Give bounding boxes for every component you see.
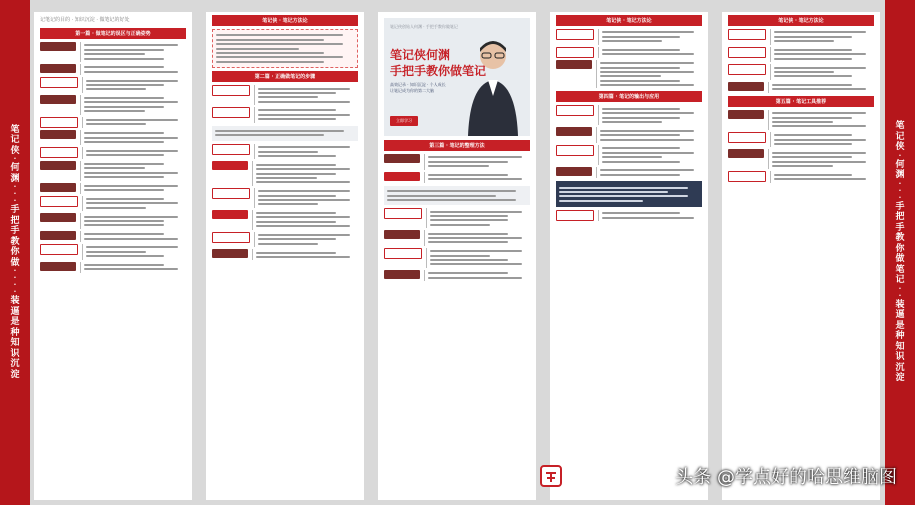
panel-5 bbox=[722, 12, 880, 500]
band-char: 渊 bbox=[10, 173, 20, 184]
band-char: 笔 bbox=[10, 124, 20, 135]
band-char: 何 bbox=[10, 163, 20, 174]
panel-header: 笔记侠 · 笔记方法论 bbox=[728, 15, 874, 26]
section-title: 第一篇 · 做笔记的误区与正确姿势 bbox=[40, 28, 186, 39]
node-label bbox=[40, 183, 76, 192]
band-char: 渊 bbox=[895, 170, 905, 181]
panel-header: 记笔记的目的 · 知识沉淀 · 做笔记的好处 bbox=[40, 17, 130, 23]
node-label bbox=[384, 230, 420, 239]
watermark-text: 头条 @学点好的哈思维脑图 bbox=[675, 467, 897, 488]
node-label bbox=[40, 262, 76, 271]
note-box bbox=[384, 186, 530, 206]
node-label bbox=[728, 82, 764, 91]
node-label bbox=[556, 47, 594, 58]
mind-node bbox=[728, 64, 874, 80]
band-char: 是 bbox=[895, 320, 905, 331]
mind-node bbox=[40, 231, 186, 242]
node-label bbox=[728, 64, 766, 75]
band-char: 把 bbox=[10, 215, 20, 226]
band-char: · bbox=[898, 193, 902, 202]
band-char: 手 bbox=[10, 226, 20, 237]
node-label bbox=[556, 60, 592, 69]
band-char: · bbox=[13, 183, 17, 192]
mind-node bbox=[40, 64, 186, 75]
mind-node bbox=[212, 232, 358, 248]
mind-node bbox=[212, 161, 358, 185]
band-char: · bbox=[898, 179, 902, 188]
band-char: 手 bbox=[895, 222, 905, 233]
cover-caption: 高效记录 · 知识沉淀 · 个人成长 bbox=[390, 82, 446, 87]
mind-node bbox=[384, 154, 530, 170]
band-char: 逼 bbox=[10, 306, 20, 317]
node-label bbox=[40, 130, 76, 139]
mind-node bbox=[384, 172, 530, 183]
band-char: 识 bbox=[10, 348, 20, 359]
mind-node bbox=[728, 29, 874, 45]
node-label bbox=[384, 248, 422, 259]
mind-node bbox=[212, 210, 358, 230]
band-char: 装 bbox=[895, 299, 905, 310]
band-char: 知 bbox=[895, 341, 905, 352]
node-label bbox=[212, 249, 248, 258]
band-char: 识 bbox=[895, 352, 905, 363]
band-char: 装 bbox=[10, 296, 20, 307]
watermark-logo-icon bbox=[540, 465, 562, 487]
band-char: · bbox=[898, 186, 902, 195]
node-label bbox=[556, 105, 594, 116]
node-label bbox=[384, 208, 422, 219]
node-label bbox=[40, 147, 78, 158]
band-char: · bbox=[13, 288, 17, 297]
mind-node bbox=[728, 149, 874, 169]
band-char: · bbox=[13, 155, 17, 164]
band-char: 把 bbox=[895, 212, 905, 223]
band-char: 种 bbox=[10, 327, 20, 338]
panel-header: 笔记侠 · 笔记方法论 bbox=[212, 15, 358, 26]
cover-title: 笔记侠何渊 bbox=[390, 48, 451, 62]
node-label bbox=[40, 64, 76, 73]
band-char: 侠 bbox=[10, 145, 20, 156]
band-char: 侠 bbox=[895, 142, 905, 153]
band-char: · bbox=[898, 284, 902, 293]
mind-node bbox=[40, 95, 186, 115]
band-char: 是 bbox=[10, 317, 20, 328]
node-label bbox=[556, 145, 594, 156]
mind-node bbox=[556, 60, 702, 89]
band-char: · bbox=[13, 190, 17, 199]
panel-1 bbox=[34, 12, 192, 500]
node-label bbox=[212, 144, 250, 155]
mind-node bbox=[556, 127, 702, 143]
band-char: · bbox=[13, 274, 17, 283]
node-label bbox=[40, 117, 78, 128]
band-char: 记 bbox=[895, 131, 905, 142]
band-char: 逼 bbox=[895, 310, 905, 321]
mind-node bbox=[212, 107, 358, 123]
mind-node bbox=[212, 85, 358, 105]
node-label bbox=[40, 244, 78, 255]
node-label bbox=[728, 149, 764, 158]
mind-node bbox=[40, 130, 186, 146]
band-char: · bbox=[898, 151, 902, 160]
mind-node bbox=[384, 248, 530, 268]
band-char: 记 bbox=[895, 275, 905, 286]
band-char: 教 bbox=[10, 236, 20, 247]
band-char: 手 bbox=[10, 205, 20, 216]
mind-node bbox=[728, 171, 874, 182]
band-char: · bbox=[898, 291, 902, 300]
mind-node bbox=[556, 29, 702, 45]
mind-node bbox=[40, 183, 186, 194]
node-label bbox=[212, 232, 250, 243]
author-portrait bbox=[464, 32, 522, 136]
mind-node bbox=[384, 270, 530, 281]
panel-3 bbox=[378, 12, 536, 500]
node-label bbox=[384, 270, 420, 279]
right-title-band bbox=[885, 0, 915, 505]
cover-subtitle: 笔记侠创始人何渊 · 手把手教你做笔记 bbox=[390, 24, 458, 29]
node-label bbox=[40, 42, 76, 51]
node-label bbox=[40, 231, 76, 240]
node-label bbox=[212, 161, 248, 170]
node-label bbox=[556, 210, 594, 221]
node-label bbox=[556, 127, 592, 136]
section-title: 第三篇 · 笔记的整理方法 bbox=[384, 140, 530, 151]
band-char: 你 bbox=[895, 243, 905, 254]
left-title-band bbox=[0, 0, 30, 505]
band-char: 知 bbox=[10, 338, 20, 349]
mind-node bbox=[384, 208, 530, 228]
node-label bbox=[212, 107, 250, 118]
highlight-box bbox=[212, 29, 358, 68]
node-label bbox=[40, 213, 76, 222]
note-box bbox=[212, 126, 358, 141]
mind-node bbox=[40, 117, 186, 128]
summary-box bbox=[556, 181, 702, 207]
band-char: 种 bbox=[895, 331, 905, 342]
mind-node bbox=[40, 161, 186, 181]
panel-header: 笔记侠 · 笔记方法论 bbox=[556, 15, 702, 26]
node-label bbox=[728, 47, 766, 58]
node-label bbox=[40, 196, 78, 207]
mind-node bbox=[556, 145, 702, 165]
band-char: 淀 bbox=[10, 369, 20, 380]
section-title: 第四篇 · 笔记的输出与应用 bbox=[556, 91, 702, 102]
node-label bbox=[728, 171, 766, 182]
band-char: 沉 bbox=[10, 359, 20, 370]
node-label bbox=[728, 110, 764, 119]
mind-node bbox=[556, 167, 702, 178]
band-char: 做 bbox=[895, 254, 905, 265]
section-title: 第五篇 · 笔记工具推荐 bbox=[728, 96, 874, 107]
band-char: · bbox=[13, 281, 17, 290]
mind-node bbox=[728, 47, 874, 63]
mind-node bbox=[728, 82, 874, 93]
mind-node bbox=[40, 213, 186, 229]
node-label bbox=[40, 77, 78, 88]
mind-node bbox=[384, 230, 530, 246]
node-label bbox=[556, 167, 592, 176]
band-char: 笔 bbox=[895, 121, 905, 132]
node-label bbox=[212, 188, 250, 199]
panel-2 bbox=[206, 12, 364, 500]
mind-node bbox=[40, 42, 186, 62]
node-label bbox=[212, 85, 250, 96]
mind-node bbox=[556, 47, 702, 58]
mind-node bbox=[40, 196, 186, 212]
node-label bbox=[384, 154, 420, 163]
cover-caption: 让笔记成为你的第二大脑 bbox=[390, 88, 434, 93]
node-label bbox=[40, 95, 76, 104]
band-char: 手 bbox=[895, 201, 905, 212]
band-char: 何 bbox=[895, 159, 905, 170]
mind-node bbox=[212, 144, 358, 160]
band-char: 教 bbox=[895, 233, 905, 244]
band-char: 淀 bbox=[895, 373, 905, 384]
node-label bbox=[728, 132, 766, 143]
section-title: 第二篇 · 正确做笔记的步骤 bbox=[212, 71, 358, 82]
mind-node bbox=[40, 262, 186, 273]
panel-4 bbox=[550, 12, 708, 500]
node-label bbox=[40, 161, 76, 170]
band-char: 你 bbox=[10, 247, 20, 258]
node-label bbox=[728, 29, 766, 40]
cover-title: 手把手教你做笔记 bbox=[390, 64, 487, 78]
node-label bbox=[212, 210, 248, 219]
mind-node bbox=[212, 188, 358, 208]
mind-node bbox=[728, 110, 874, 130]
band-char: 做 bbox=[10, 257, 20, 268]
mind-node bbox=[728, 132, 874, 148]
band-char: · bbox=[13, 197, 17, 206]
mind-node bbox=[40, 244, 186, 260]
cover-button[interactable]: 立即学习 bbox=[390, 116, 418, 126]
band-char: 笔 bbox=[895, 264, 905, 275]
mind-node bbox=[556, 210, 702, 221]
node-label bbox=[384, 172, 420, 181]
mind-node bbox=[40, 77, 186, 93]
course-cover[interactable] bbox=[384, 18, 530, 136]
band-char: 记 bbox=[10, 135, 20, 146]
mind-node bbox=[40, 147, 186, 158]
mind-node bbox=[556, 105, 702, 125]
node-label bbox=[556, 29, 594, 40]
mind-node bbox=[212, 249, 358, 260]
band-char: · bbox=[13, 267, 17, 276]
band-char: 沉 bbox=[895, 362, 905, 373]
